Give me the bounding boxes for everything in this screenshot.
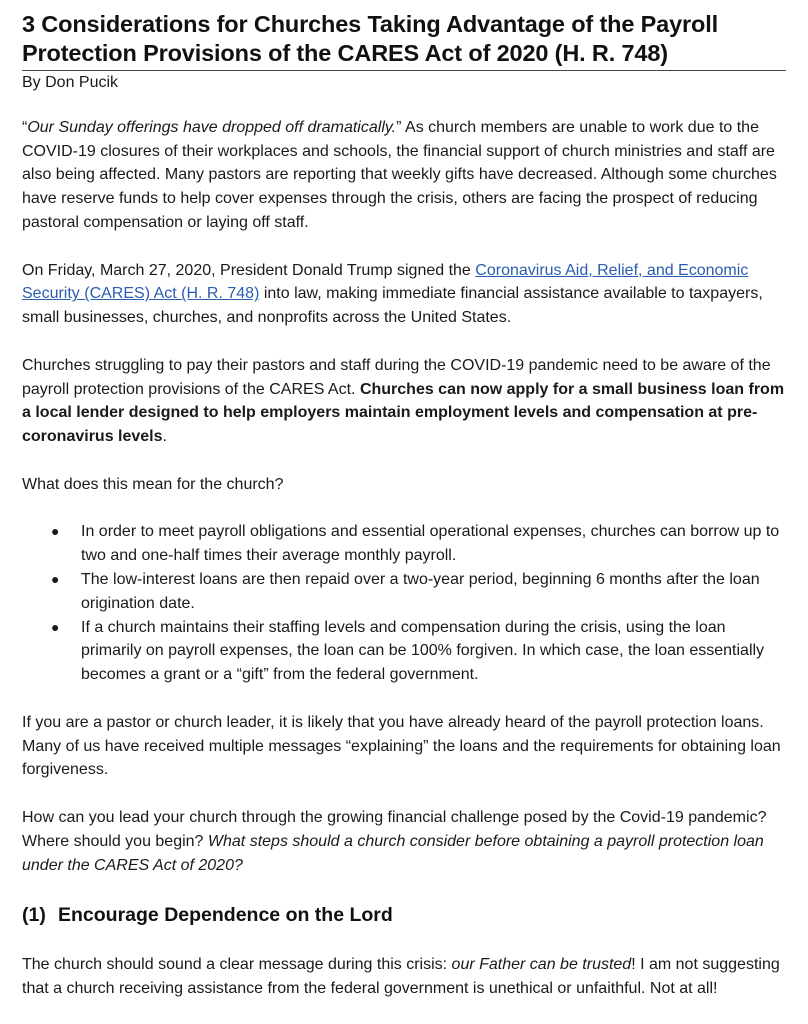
dependence-italic: our Father can be trusted bbox=[451, 955, 632, 973]
paragraph-pastor: If you are a pastor or church leader, it is likely that you have already heard of the payroll protection loans. Many of us have received multiple messages “explaining” the loans and the requirements for obtaining loan forgiveness. bbox=[22, 713, 781, 779]
spacer bbox=[22, 449, 786, 473]
section-heading-text: Encourage Dependence on the Lord bbox=[58, 904, 393, 927]
list-item-text: If a church maintains their staffing levels and compensation during the crisis, using the loan primarily on payroll expenses, the loan can be 100% forgiven. In which case, the loan essentially becomes a grant or a “gift” from the federal government. bbox=[81, 618, 765, 684]
list-item bbox=[51, 616, 786, 687]
spacer bbox=[22, 235, 786, 259]
bullet-icon: ● bbox=[51, 523, 60, 540]
spacer bbox=[22, 330, 786, 354]
spacer bbox=[22, 877, 786, 901]
cares-text-before: On Friday, March 27, 2020, President Donald Trump signed the bbox=[22, 261, 476, 279]
loan-facts-list bbox=[22, 520, 786, 687]
paragraph-payroll-provisions bbox=[22, 354, 786, 449]
provisions-end: . bbox=[162, 428, 167, 446]
lead-text: How can you lead your church through the growing financial challenge posed by the Covid-19 pandemic? Where should you begin? bbox=[22, 808, 767, 850]
paragraph-intro bbox=[22, 116, 786, 235]
bullet-icon: ● bbox=[51, 570, 60, 587]
list-item bbox=[51, 520, 786, 568]
byline: By Don Pucik bbox=[22, 74, 119, 91]
list-item bbox=[51, 568, 786, 616]
dependence-text-before: The church should sound a clear message during this crisis: bbox=[22, 955, 452, 973]
offering-quote: Our Sunday offerings have dropped off dramatically. bbox=[27, 118, 397, 136]
bullet-icon: ● bbox=[51, 618, 60, 635]
provisions-bold-text: Churches can now apply for a small business loan from a local lender designed to help employers maintain employment levels and compensation at pre-coronavirus levels bbox=[22, 380, 785, 446]
section-heading-1 bbox=[22, 901, 786, 929]
cares-text-after: into law, making immediate financial assistance available to taxpayers, small businesses, churches, and nonprofits across the United States. bbox=[22, 285, 763, 327]
title-divider bbox=[22, 70, 786, 71]
lead-italic-question: What steps should a church consider before obtaining a payroll protection loan under the CARES Act of 2020? bbox=[22, 832, 764, 874]
article-title: 3 Considerations for Churches Taking Advantage of the Payroll Protection Provisions of the CARES Act of 2020 (H. R. 748) bbox=[22, 11, 718, 66]
provisions-text: Churches struggling to pay their pastors and staff during the COVID-19 pandemic need to be aware of the payroll protection provisions of the CARES Act. bbox=[22, 356, 771, 398]
paragraph-dependence bbox=[22, 953, 786, 1001]
dependence-text-after: ! I am not suggesting that a church receiving assistance from the federal government is unethical or unfaithful. Not at all! bbox=[22, 955, 780, 997]
spacer bbox=[22, 94, 786, 118]
spacer bbox=[22, 687, 786, 711]
paragraph-cares-act bbox=[22, 259, 786, 330]
spacer bbox=[22, 929, 786, 953]
section-number: (1) bbox=[22, 904, 46, 927]
paragraph-lead bbox=[22, 806, 786, 877]
spacer bbox=[22, 497, 786, 521]
cares-act-link[interactable]: Coronavirus Aid, Relief, and Economic Security (CARES) Act (H. R. 748) bbox=[22, 261, 749, 303]
list-item-text: In order to meet payroll obligations and essential operational expenses, churches can borrow up to two and one-half times their average monthly payroll. bbox=[81, 523, 780, 565]
open-quote: “ bbox=[22, 118, 28, 136]
paragraph-question: What does this mean for the church? bbox=[22, 475, 284, 493]
list-item-text: The low-interest loans are then repaid over a two-year period, beginning 6 months after the loan origination date. bbox=[81, 570, 760, 612]
intro-text: ” As church members are unable to work due to the COVID-19 closures of their workplaces and schools, the financial support of church ministries and staff are also being affected. Many pastors are reporting that weekly gifts have decreased. Although some churches have reserve funds to help cover expenses through the crisis, others are facing the prospect of reducing pastoral compensation or laying off staff. bbox=[22, 118, 777, 231]
spacer bbox=[22, 782, 786, 806]
